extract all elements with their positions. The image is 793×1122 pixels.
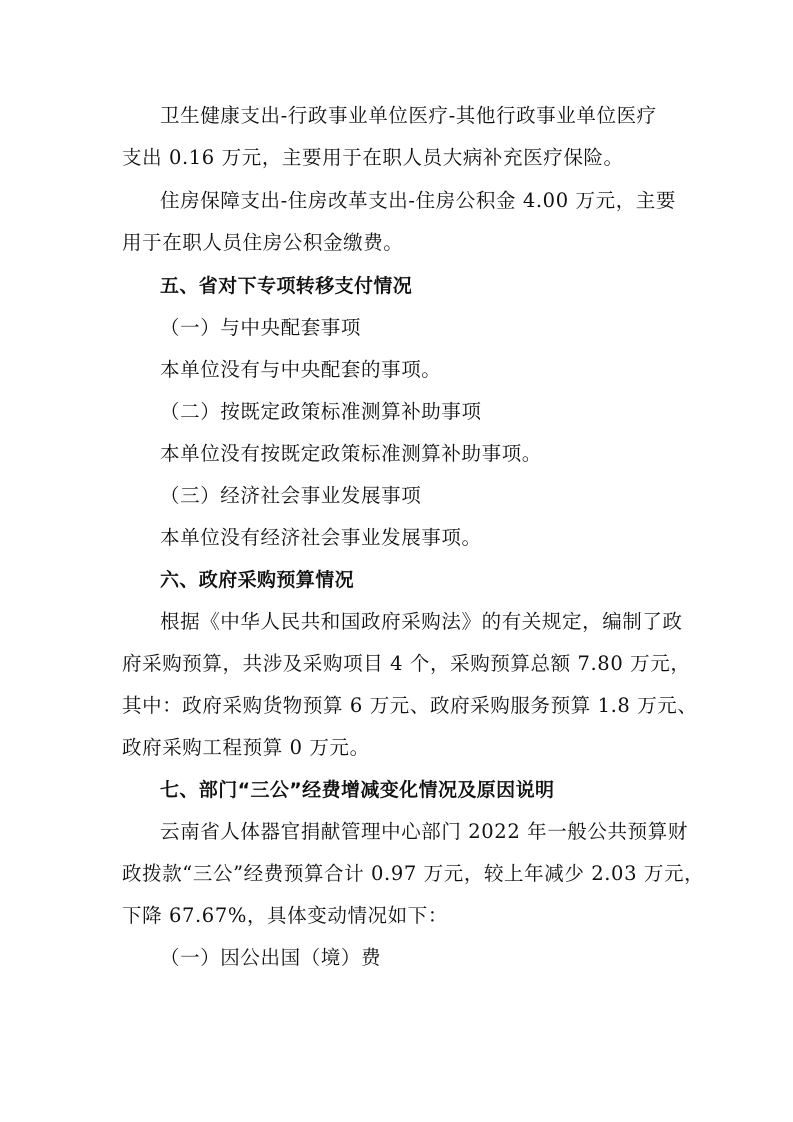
subsection-title: （三）经济社会事业发展事项 bbox=[160, 484, 422, 507]
paragraph-line: 本单位没有与中央配套的事项。 bbox=[160, 358, 442, 381]
paragraph-line: 府采购预算，共涉及采购项目 4 个，采购预算总额 7.80 万元， bbox=[122, 652, 691, 675]
paragraph-line: 卫生健康支出-行政事业单位医疗-其他行政事业单位医疗 bbox=[160, 104, 657, 127]
paragraph-line: 支出 0.16 万元，主要用于在职人员大病补充医疗保险。 bbox=[122, 146, 624, 169]
section-heading-7: 七、部门“三公”经费增减变化情况及原因说明 bbox=[160, 779, 555, 801]
paragraph-line: 用于在职人员住房公积金缴费。 bbox=[122, 231, 404, 254]
paragraph-line: 本单位没有经济社会事业发展事项。 bbox=[160, 526, 482, 549]
paragraph-line: 其中：政府采购货物预算 6 万元、政府采购服务预算 1.8 万元、 bbox=[122, 694, 698, 717]
subsection-title: （一）因公出国（境）费 bbox=[160, 946, 382, 969]
subsection-title: （一）与中央配套事项 bbox=[160, 316, 362, 339]
paragraph-line: 根据《中华人民共和国政府采购法》的有关规定，编制了政 bbox=[160, 610, 683, 633]
paragraph-line: 政拨款“三公”经费预算合计 0.97 万元，较上年减少 2.03 万元， bbox=[122, 862, 705, 885]
paragraph-line: 本单位没有按既定政策标准测算补助事项。 bbox=[160, 442, 542, 465]
paragraph-line: 下降 67.67%，具体变动情况如下： bbox=[122, 904, 448, 927]
subsection-title: （二）按既定政策标准测算补助事项 bbox=[160, 400, 482, 423]
paragraph-line: 云南省人体器官捐献管理中心部门 2022 年一般公共预算财 bbox=[160, 820, 688, 843]
paragraph-line: 政府采购工程预算 0 万元。 bbox=[122, 736, 370, 759]
section-heading-6: 六、政府采购预算情况 bbox=[160, 569, 355, 591]
section-heading-5: 五、省对下专项转移支付情况 bbox=[160, 275, 413, 297]
paragraph-line: 住房保障支出-住房改革支出-住房公积金 4.00 万元，主要 bbox=[160, 189, 676, 212]
